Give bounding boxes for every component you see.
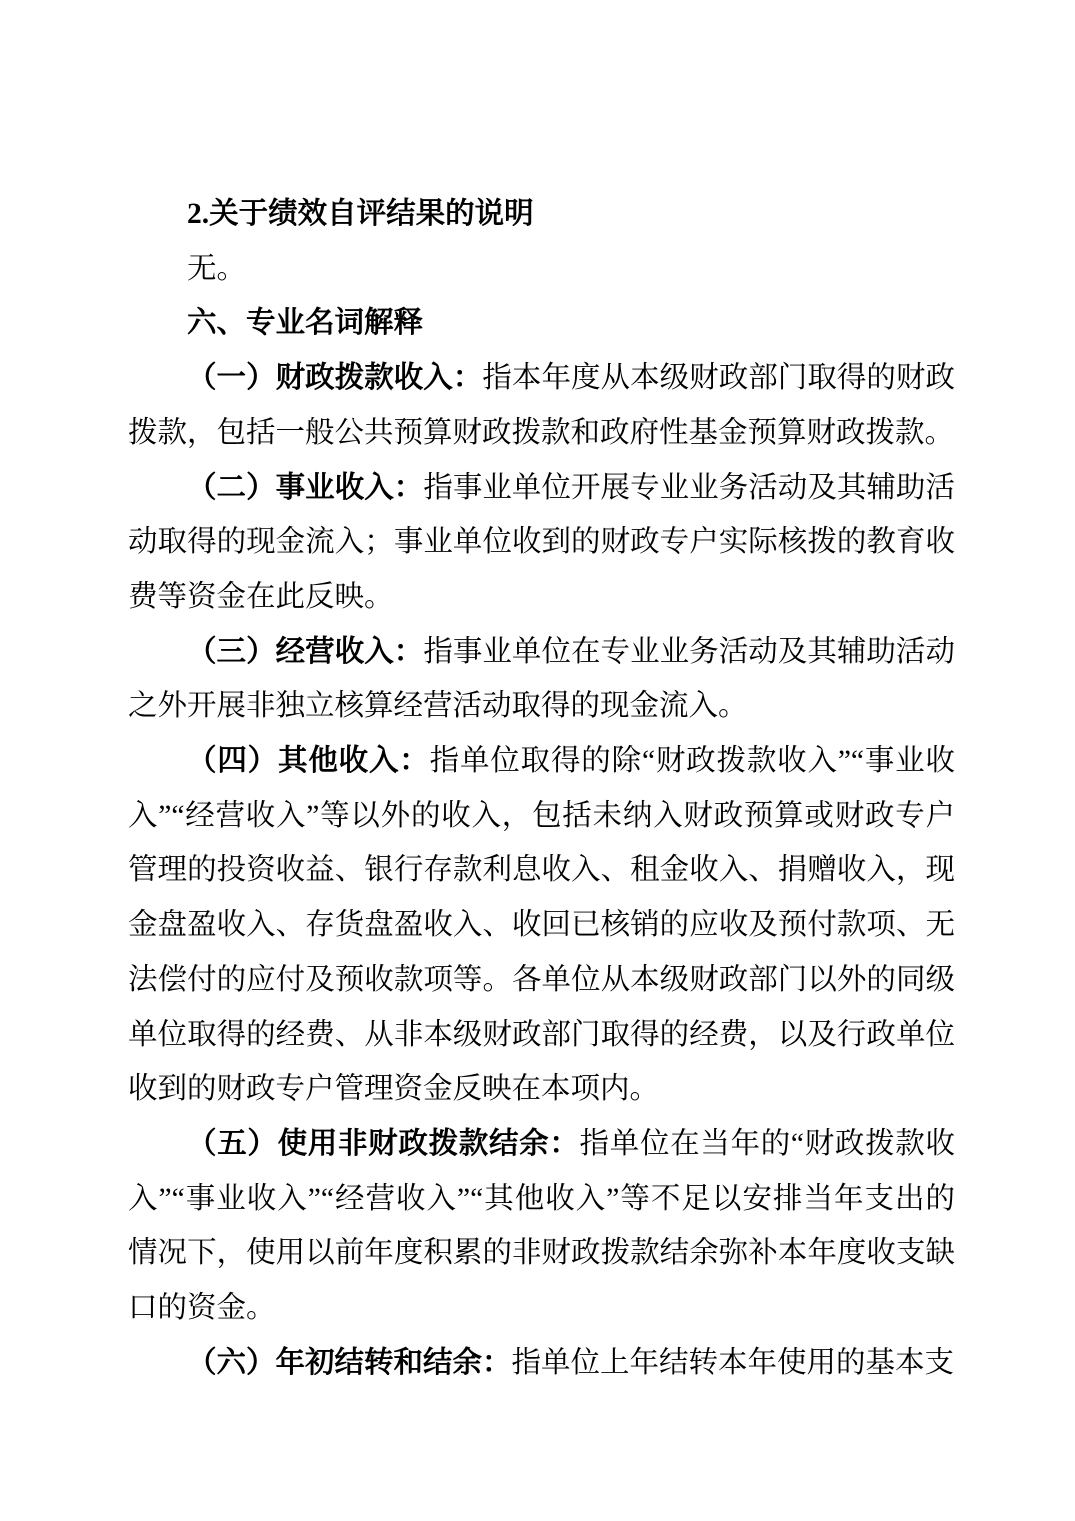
definition-term-4: （四）其他收入： (187, 745, 430, 778)
definition-paragraph-5 (128, 1117, 955, 1336)
definition-paragraph-3 (128, 625, 955, 734)
definition-body-5: 指单位在当年的“财政拨款收入”“事业收入”“经营收入”“其他收入”等不足以安排当年支出的情况下，使用以前年度积累的非财政拨款结余弥补本年度收支缺口的资金。 (128, 1127, 955, 1325)
definition-body-2: 指事业单位开展专业业务活动及其辅助活动取得的现金流入；事业单位收到的财政专户实际核拨的教育收费等资金在此反映。 (128, 471, 955, 613)
definition-term-6: （六）年初结转和结余： (187, 1346, 512, 1379)
definition-term-3: （三）经营收入： (187, 635, 424, 668)
definition-term-1: （一）财政拨款收入： (187, 362, 483, 395)
definition-paragraph-4 (128, 734, 955, 1117)
definition-term-2: （二）事业收入： (187, 471, 424, 504)
definition-paragraph-6 (128, 1336, 955, 1391)
document-content (128, 187, 955, 1390)
definition-body-3: 指事业单位在专业业务活动及其辅助活动之外开展非独立核算经营活动取得的现金流入。 (128, 635, 955, 723)
section-heading: 六、专业名词解释 (187, 306, 424, 340)
paragraph-none: 无。 (187, 252, 247, 285)
definition-term-5: （五）使用非财政拨款结余： (187, 1127, 580, 1160)
definition-paragraph-2 (128, 461, 955, 625)
definition-body-4: 指单位取得的除“财政拨款收入”“事业收入”“经营收入”等以外的收入，包括未纳入财政预算或财政专户管理的投资收益、银行存款利息收入、租金收入、捐赠收入，现金盘盈收入、存货盘盈收入、收回已核销的应收及预付款项、无法偿付的应付及预收款项等。各单位从本级财政部门以外的同级单位取得的经费、从非本级财政部门取得的经费，以及行政单位收到的财政专户管理资金反映在本项内。 (128, 745, 955, 1106)
subsection-heading: 2.关于绩效自评结果的说明 (187, 198, 534, 230)
definition-body-6: 指单位上年结转本年使用的基本支 (511, 1346, 955, 1379)
definition-paragraph-1 (128, 351, 955, 460)
definition-body-1: 指本年度从本级财政部门取得的财政拨款，包括一般公共预算财政拨款和政府性基金预算财政拨款。 (128, 362, 955, 449)
